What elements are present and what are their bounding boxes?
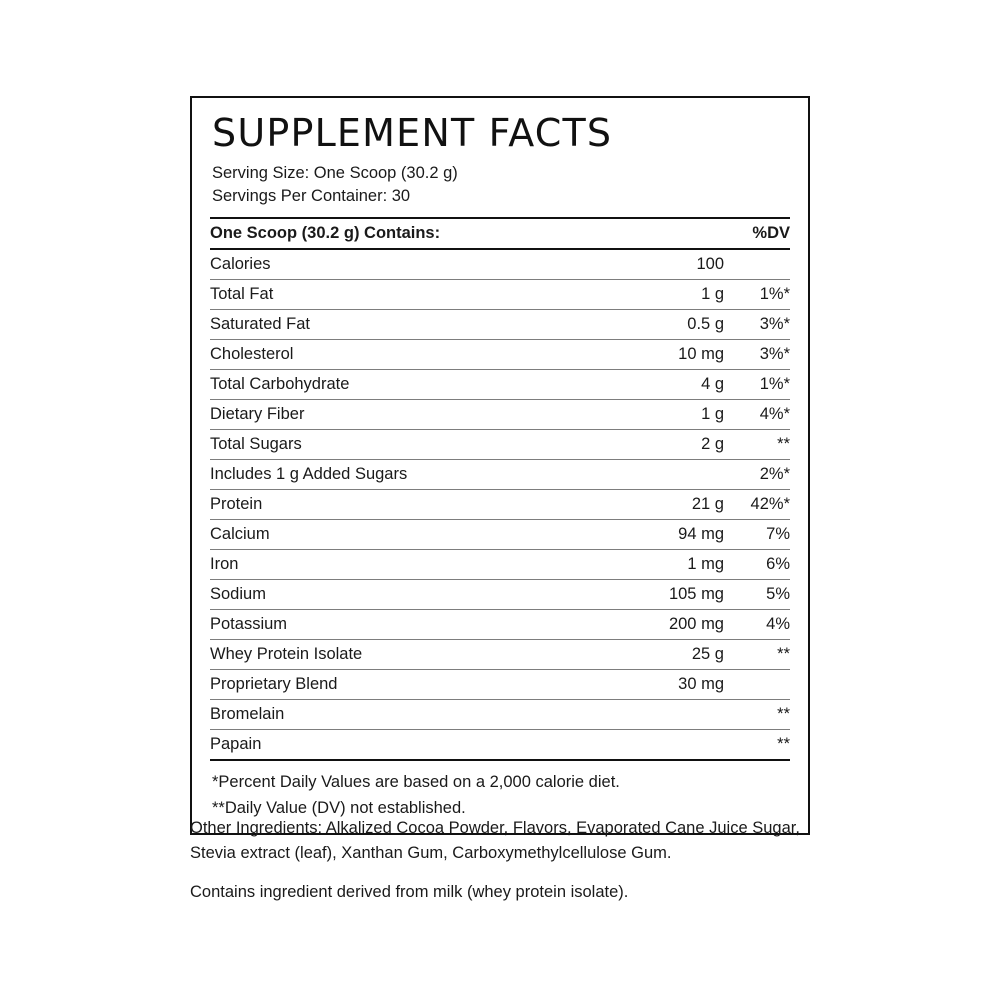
row-amount: 105 mg — [612, 579, 724, 609]
row-nutrient-name: Total Carbohydrate — [210, 369, 612, 399]
table-row — [210, 699, 790, 729]
row-daily-value: 6% — [724, 549, 790, 579]
row-daily-value: 2%* — [724, 459, 790, 489]
row-daily-value: 5% — [724, 579, 790, 609]
row-amount: 30 mg — [612, 669, 724, 699]
row-amount: 0.5 g — [612, 309, 724, 339]
row-daily-value: ** — [724, 639, 790, 669]
row-daily-value: ** — [724, 429, 790, 459]
row-nutrient-name: Potassium — [210, 609, 612, 639]
row-amount: 21 g — [612, 489, 724, 519]
row-nutrient-name: Sodium — [210, 579, 612, 609]
row-daily-value: 42%* — [724, 489, 790, 519]
table-row — [210, 459, 790, 489]
row-nutrient-name: Iron — [210, 549, 612, 579]
row-amount — [612, 459, 724, 489]
row-daily-value: 1%* — [724, 279, 790, 309]
row-nutrient-name: Protein — [210, 489, 612, 519]
other-ingredients-text: Other Ingredients: Alkalized Cocoa Powder, Flavors, Evaporated Cane Juice Sugar, Stevia extract (leaf), Xanthan Gum, Carboxymethylcellulose Gum. — [190, 819, 800, 862]
row-amount — [612, 699, 724, 729]
allergen-statement-text: Contains ingredient derived from milk (whey protein isolate). — [190, 883, 629, 901]
serving-size-text: Serving Size: One Scoop (30.2 g) — [212, 163, 458, 182]
table-row — [210, 519, 790, 549]
panel-title: SUPPLEMENT FACTS — [212, 111, 613, 155]
row-amount: 94 mg — [612, 519, 724, 549]
row-daily-value: ** — [724, 729, 790, 760]
row-amount: 10 mg — [612, 339, 724, 369]
table-row — [210, 399, 790, 429]
table-row — [210, 669, 790, 699]
table-row — [210, 369, 790, 399]
supplement-facts-panel — [190, 96, 810, 835]
header-amount-label: One Scoop (30.2 g) Contains: — [210, 218, 724, 249]
table-row — [210, 429, 790, 459]
footnote-dv-not-established: **Daily Value (DV) not established. — [212, 798, 466, 817]
row-amount: 25 g — [612, 639, 724, 669]
row-amount: 200 mg — [612, 609, 724, 639]
table-row — [210, 489, 790, 519]
row-nutrient-name: Total Sugars — [210, 429, 612, 459]
header-dv-label: %DV — [724, 218, 790, 249]
row-daily-value — [724, 249, 790, 280]
row-nutrient-name: Bromelain — [210, 699, 612, 729]
table-row — [210, 639, 790, 669]
row-nutrient-name: Proprietary Blend — [210, 669, 612, 699]
footnote-daily-values: *Percent Daily Values are based on a 2,000 calorie diet. — [212, 772, 620, 791]
table-row — [210, 339, 790, 369]
row-daily-value: 3%* — [724, 309, 790, 339]
servings-per-container-text: Servings Per Container: 30 — [212, 187, 411, 206]
row-daily-value: 4%* — [724, 399, 790, 429]
nutrition-table — [210, 217, 790, 761]
row-daily-value: 4% — [724, 609, 790, 639]
row-nutrient-name: Includes 1 g Added Sugars — [210, 459, 612, 489]
row-amount: 4 g — [612, 369, 724, 399]
row-daily-value: ** — [724, 699, 790, 729]
row-nutrient-name: Calcium — [210, 519, 612, 549]
table-header-row — [210, 218, 790, 249]
row-nutrient-name: Cholesterol — [210, 339, 612, 369]
row-amount — [612, 729, 724, 760]
row-daily-value: 1%* — [724, 369, 790, 399]
nutrition-table-body — [210, 218, 790, 760]
row-nutrient-name: Total Fat — [210, 279, 612, 309]
row-nutrient-name: Calories — [210, 249, 612, 280]
table-row — [210, 729, 790, 760]
row-daily-value — [724, 669, 790, 699]
row-amount: 100 — [612, 249, 724, 280]
row-amount: 1 g — [612, 279, 724, 309]
table-row — [210, 279, 790, 309]
row-amount: 1 g — [612, 399, 724, 429]
table-row — [210, 609, 790, 639]
row-amount: 1 mg — [612, 549, 724, 579]
row-nutrient-name: Dietary Fiber — [210, 399, 612, 429]
row-nutrient-name: Whey Protein Isolate — [210, 639, 612, 669]
table-row — [210, 579, 790, 609]
row-nutrient-name: Papain — [210, 729, 612, 760]
table-row — [210, 249, 790, 280]
row-amount: 2 g — [612, 429, 724, 459]
table-row — [210, 549, 790, 579]
row-daily-value: 3%* — [724, 339, 790, 369]
table-row — [210, 309, 790, 339]
row-nutrient-name: Saturated Fat — [210, 309, 612, 339]
row-daily-value: 7% — [724, 519, 790, 549]
